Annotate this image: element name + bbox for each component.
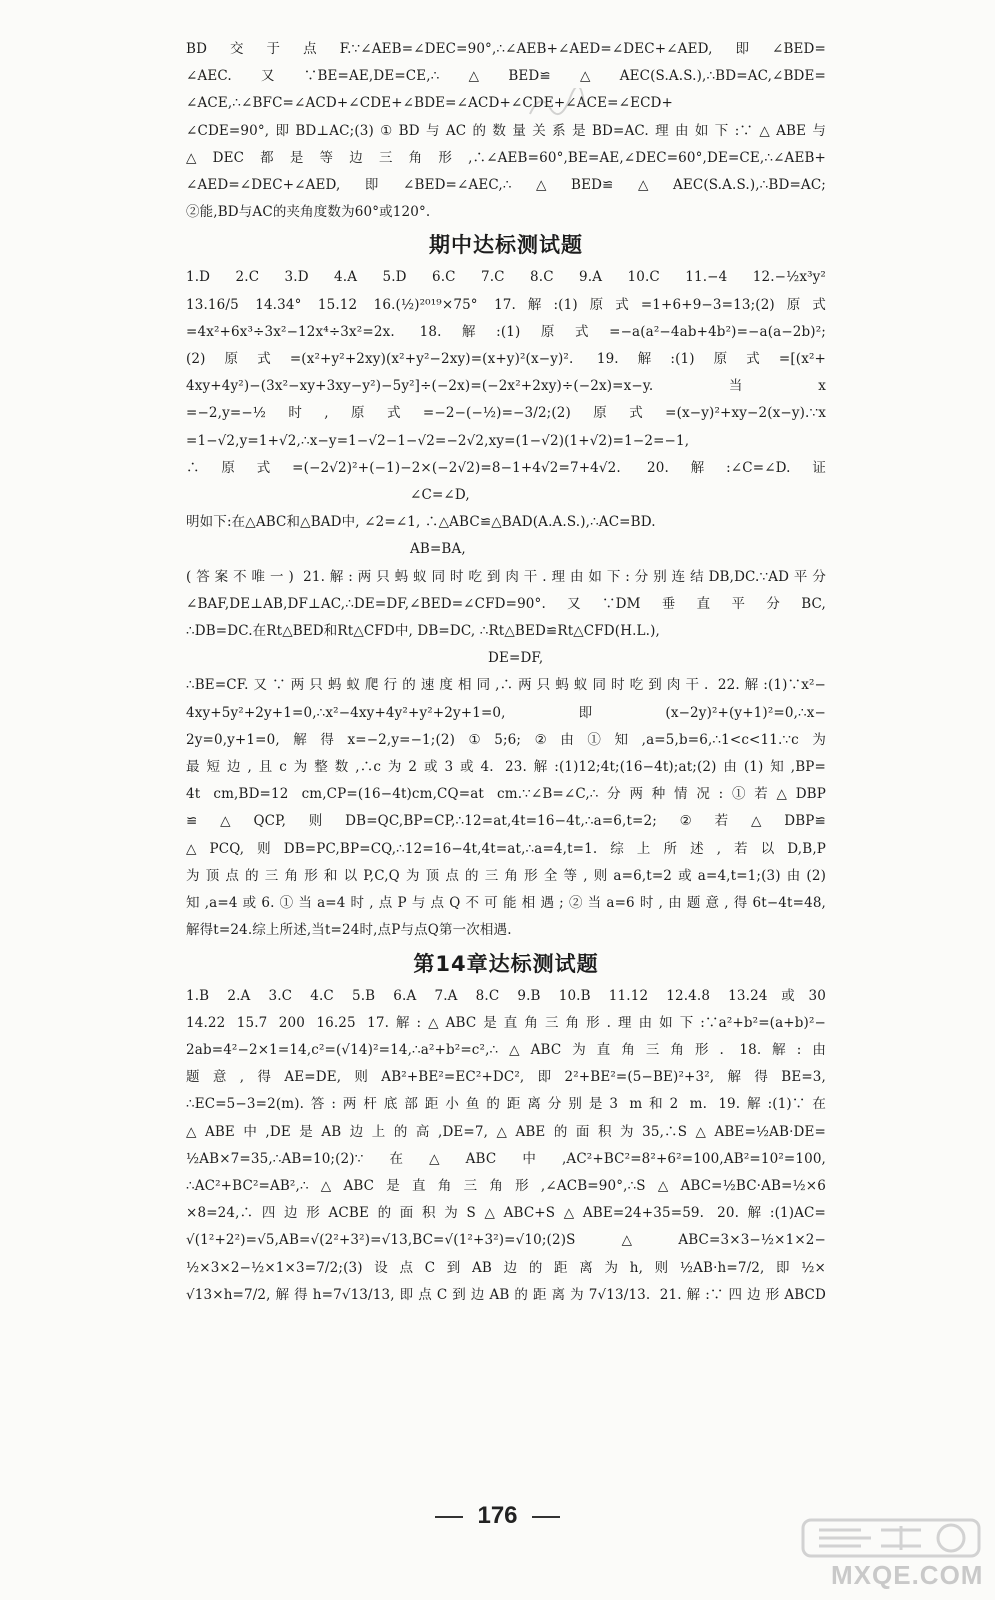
answer-line: ½×3×2−½×1×3=7/2;(3)设点C到AB边的距离为h,则½AB·h=7/2,即½× bbox=[186, 1259, 826, 1276]
answer-line: (2)原式=(x²+y²+2xy)(x²+y²−2xy)=(x+y)²(x−y)². 19.解:(1)原式=[(x²+ bbox=[186, 351, 826, 368]
watermark-logo-icon bbox=[801, 1518, 981, 1558]
text-line: ∠CDE=90°,即BD⊥AC;(3)①BD与AC的数量关系是BD=AC.理由如下:∵△ABE与 bbox=[186, 122, 826, 139]
answer-line: =4x²+6x³÷3x²−12x⁴÷3x²=2x. 18.解:(1)原式=−a(a²−4ab+4b²)=−a(a−2b)²; bbox=[186, 323, 826, 340]
brace-line: ∠C=∠D, bbox=[410, 487, 470, 504]
answer-line: √(1²+2²)=√5,AB=√(2²+3²)=√13,BC=√(1²+3²)=√10;(2)S△ABC=3×3−½×1×2− bbox=[186, 1232, 826, 1249]
answer-line: ≌△QCP,则DB=QC,BP=CP,∴12=at,4t=16−4t,∴a=6,t=2;②若△DBP≌ bbox=[186, 813, 826, 830]
answer-line: 4xy+5y²+2y+1=0,∴x²−4xy+4y²+y²+2y+1=0,即(x−2y)²+(y+1)²=0,∴x− bbox=[186, 704, 826, 721]
watermark bbox=[801, 1518, 984, 1592]
answer-line: ∴EC=5−3=2(m).答:两杆底部距小鱼的距离分别是3 m和2 m. 19.解:(1)∵在 bbox=[186, 1096, 826, 1113]
answer-line: =−2,y=−½时,原式=−2−(−½)=−3/2;(2)原式=(x−y)²+xy−2(x−y).∵x bbox=[186, 405, 826, 422]
answer-line: ∴AC²+BC²=AB²,∴△ABC是直角三角形,∠ACB=90°,∴S△ABC=½BC·AB=½×6 bbox=[186, 1177, 826, 1194]
answer-line: 最短边,且c为整数,∴c为2或3或4. 23.解:(1)12;4t;(16−4t);at;(2)由(1)知,BP= bbox=[186, 759, 826, 776]
section-title-midterm: 期中达标测试题 bbox=[429, 233, 583, 258]
page-number: 176 bbox=[0, 1502, 995, 1530]
answer-line: 知,a=4或6.①当a=4时,点P与点Q不可能相遇;②当a=6时,由题意,得6t−4t=48, bbox=[186, 895, 826, 912]
answer-line: ∴DB=DC.在Rt△BED和Rt△CFD中, DB=DC, ∴Rt△BED≌Rt△CFD(H.L.), bbox=[186, 623, 660, 640]
faint-stamp-mark bbox=[526, 88, 586, 120]
text-line: △DEC都是等边三角形,∴∠AEB=60°,BE=AE,∠DEC=60°,DE=CE,∴∠AEB+ bbox=[186, 149, 826, 166]
answer-line: √13×h=7/2,解得h=7√13/13,即点C到边AB的距离为7√13/13. 21.解:∵四边形ABCD bbox=[186, 1286, 826, 1303]
text-line: ∠ACE,∴∠BFC=∠ACD+∠CDE+∠BDE=∠ACD+∠CDE+∠ACE=∠ECD+ bbox=[186, 95, 673, 112]
answer-line: ∴原式=(−2√2)²+(−1)−2×(−2√2)=8−1+4√2=7+4√2. 20.解:∠C=∠D.证 bbox=[186, 459, 826, 476]
answer-line: 14.22 15.7 200 16.25 17.解:△ABC是直角三角形.理由如下:∵a²+b²=(a+b)²− bbox=[186, 1014, 826, 1031]
brace-line: DE=DF, bbox=[488, 650, 544, 667]
text-line: ∠AEC.又∵BE=AE,DE=CE,∴△BED≌△AEC(S.A.S.),∴BD=AC,∠BDE= bbox=[186, 68, 826, 85]
answer-line: =1−√2,y=1+√2,∴x−y=1−√2−1−√2=−2√2,xy=(1−√2)(1+√2)=1−2=−1, bbox=[186, 432, 690, 449]
answer-line: △PCQ,则DB=PC,BP=CQ,∴12=16−4t,4t=at,∴a=4,t=1.综上所述,若以D,B,P bbox=[186, 840, 826, 857]
answer-line: ½AB×7=35,∴AB=10;(2)∵在△ABC中,AC²+BC²=8²+6²=100,AB²=10²=100, bbox=[186, 1150, 826, 1167]
answer-line: 明如下:在△ABC和△BAD中, ∠2=∠1, ∴△ABC≌△BAD(A.A.S.),∴AC=BD. bbox=[186, 514, 656, 531]
dash-left bbox=[435, 1516, 463, 1518]
answer-line: 解得t=24.综上所述,当t=24时,点P与点Q第一次相遇. bbox=[186, 922, 512, 939]
dash-right bbox=[532, 1516, 560, 1518]
brace-line: AB=BA, bbox=[410, 541, 466, 558]
answer-line: 13.16/5 14.34° 15.12 16.(½)²⁰¹⁹×75° 17.解:(1)原式=1+6+9−3=13;(2)原式 bbox=[186, 296, 826, 313]
answer-line: ×8=24,∴四边形ACBE的面积为S△ABC+S△ABE=24+35=59. 20.解:(1)AC= bbox=[186, 1205, 826, 1222]
page-content bbox=[186, 36, 826, 1309]
answer-line: 2ab=4²−2×1=14,c²=(√14)²=14,∴a²+b²=c²,∴△ABC为直角三角形. 18.解:由 bbox=[186, 1041, 826, 1058]
answer-line: (答案不唯一) 21.解:两只蚂蚁同时吃到肉干.理由如下:分别连结DB,DC.∵AD平分 bbox=[186, 568, 826, 585]
text-line: BD交于点F.∵∠AEB=∠DEC=90°,∴∠AEB+∠AED=∠DEC+∠AED,即∠BED= bbox=[186, 41, 826, 57]
watermark-text: MXQE.COM bbox=[831, 1560, 984, 1590]
answer-line: 题意,得AE=DE,则AB²+BE²=EC²+DC²,即2²+BE²=(5−BE)²+3²,解得BE=3, bbox=[186, 1069, 826, 1086]
answer-line: ∴BE=CF.又∵两只蚂蚁爬行的速度相同,∴两只蚂蚁同时吃到肉干. 22.解:(1)∵x²− bbox=[186, 677, 826, 694]
text-line: ②能,BD与AC的夹角度数为60°或120°. bbox=[186, 204, 431, 221]
answer-line: ∠BAF,DE⊥AB,DF⊥AC,∴DE=DF,∠BED=∠CFD=90°.又∵DM垂直平分BC, bbox=[186, 595, 826, 612]
answer-line: 4t cm,BD=12 cm,CP=(16−4t)cm,CQ=at cm.∵∠B=∠C,∴分两种情况:①若△DBP bbox=[186, 786, 826, 803]
answer-line: 2y=0,y+1=0,解得x=−2,y=−1;(2)①5;6;②由①知,a=5,b=6,∴1<c<11.∵c为 bbox=[186, 731, 826, 748]
section-title-chapter14: 第14章达标测试题 bbox=[413, 951, 599, 976]
text-line: ∠AED=∠DEC+∠AED,即∠BED=∠AEC,∴△BED≌△AEC(S.A.S.),∴BD=AC; bbox=[186, 177, 826, 194]
answer-line: △ABE中,DE是AB边上的高,DE=7,△ABE的面积为35,∴S△ABE=½AB·DE= bbox=[186, 1123, 826, 1140]
answer-line: 1.B 2.A 3.C 4.C 5.B 6.A 7.A 8.C 9.B 10.B 11.12 12.4.8 13.24或30 bbox=[186, 987, 826, 1004]
answer-line: 4xy+4y²)−(3x²−xy+3xy−y²)−5y²]÷(−2x)=(−2x²+2xy)÷(−2x)=x−y.当x bbox=[186, 378, 826, 395]
answer-line: 1.D 2.C 3.D 4.A 5.D 6.C 7.C 8.C 9.A 10.C 11.−4 12.−½x³y² bbox=[186, 269, 826, 286]
answer-line: 为顶点的三角形和以P,C,Q为顶点的三角形全等,则a=6,t=2或a=4,t=1;(3)由(2) bbox=[186, 867, 826, 884]
